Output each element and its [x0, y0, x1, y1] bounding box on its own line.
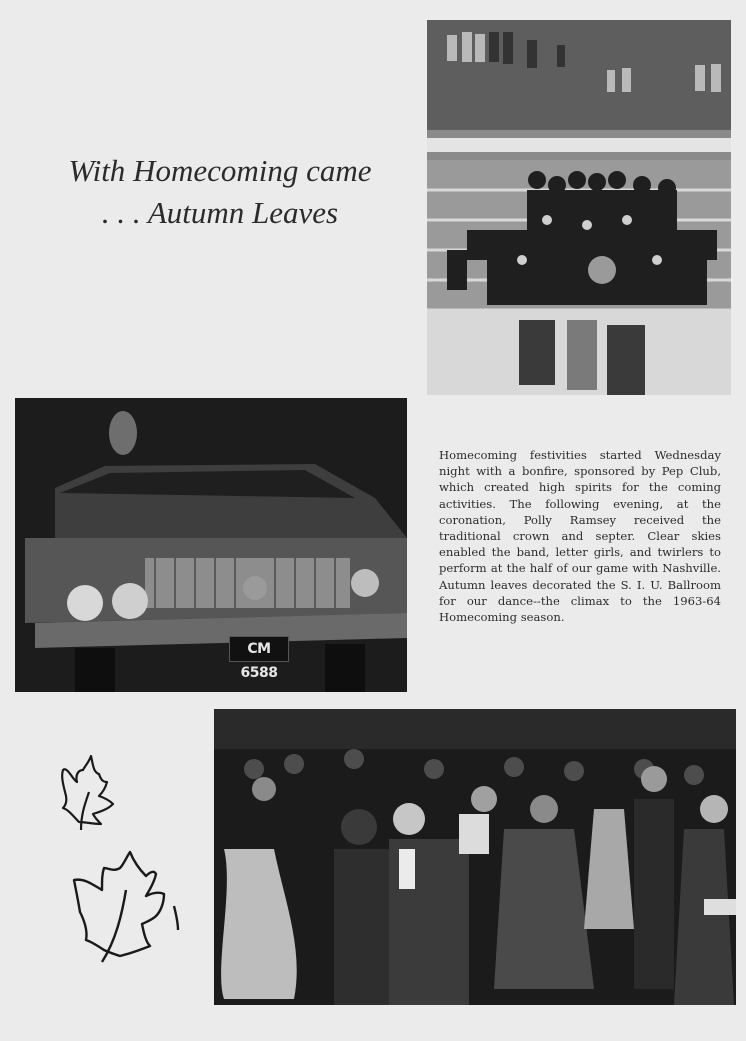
title-line-1: With Homecoming came [68, 153, 372, 188]
page-title [30, 150, 410, 234]
photo-band-in-stands [427, 20, 731, 395]
photo-parade-car [15, 398, 407, 692]
license-plate: CM 6588 [229, 636, 289, 662]
photo-homecoming-dance [214, 709, 736, 1005]
photo-caption: Homecoming festivities started Wednesday night with a bonfire, sponsored by Pep Club, which created high spirits for the coming activities. The following evening, at the coronation, Polly Ramsey received the traditional crown and septer. Clear skies enabled the band, letter girls, and twirlers to perform at the half of our game with Nashville. Autumn leaves decorated the S. I. U. Ballroom for our dance--the climax to the 1963-64 Homecoming season. [439, 448, 721, 625]
leaf-outline-small-icon [55, 752, 119, 834]
leaf-outline-large-icon [68, 850, 184, 968]
title-line-2: . . . Autumn Leaves [101, 195, 339, 230]
